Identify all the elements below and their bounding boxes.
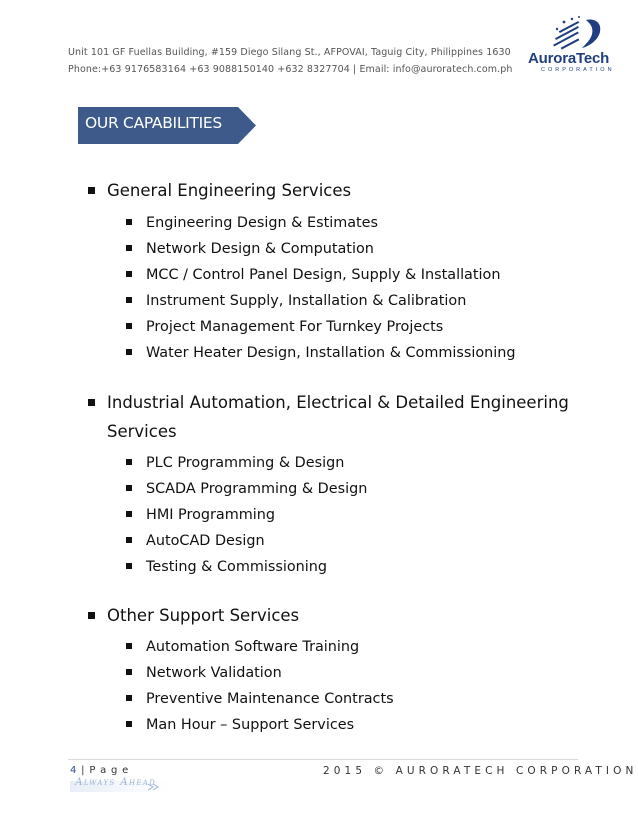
bullet-square-icon [126,485,132,491]
page-label: P a g e [89,765,130,776]
bullet-square-icon [126,643,132,649]
capabilities-title: OUR CAPABILITIES [85,114,222,132]
list-item-label: Instrument Supply, Installation & Calibration [146,293,467,309]
bullet-square-icon [126,297,132,303]
bullet-square-icon [126,349,132,355]
header-contact-block [68,44,513,78]
header-contact: Phone:+63 9176583164 +63 9088150140 +632 8327704 | Email: info@auroratech.com.ph [68,64,513,75]
section-title: General Engineering Services [107,181,352,200]
list-item-label: PLC Programming & Design [146,455,345,471]
list-item-label: Preventive Maintenance Contracts [146,691,394,707]
header-address: Unit 101 GF Fuellas Building, #159 Diego Silang St., AFPOVAI, Taguig City, Philippines 1630 [68,47,511,58]
list-item-label: Water Heater Design, Installation & Commissioning [146,345,516,361]
footer-page-number: 4 | P a g e [70,765,130,776]
list-item-label: SCADA Programming & Design [146,481,368,497]
list-item-label: Automation Software Training [146,639,360,655]
capabilities-banner [78,107,256,144]
list-item-label: MCC / Control Panel Design, Supply & Installation [146,267,501,283]
bullet-square-icon [88,399,95,406]
list-item-label: Network Validation [146,665,282,681]
bullet-square-icon [126,721,132,727]
bullet-square-icon [126,669,132,675]
bullet-square-icon [126,563,132,569]
bullet-square-icon [126,695,132,701]
list-item-label: AutoCAD Design [146,533,265,549]
list-item-label: HMI Programming [146,507,276,523]
footer-copyright: 2015 © AURORATECH CORPORATION [323,765,638,777]
bullet-square-icon [126,323,132,329]
footer-divider [68,759,578,760]
bullet-square-icon [126,459,132,465]
bullet-square-icon [126,537,132,543]
list-item-label: Engineering Design & Estimates [146,215,379,231]
bullet-square-icon [126,511,132,517]
section-title: Other Support Services [107,606,300,625]
list-item-label: Project Management For Turnkey Projects [146,319,444,335]
page-number: 4 [70,765,78,776]
bullet-square-icon [126,271,132,277]
bullet-square-icon [88,187,95,194]
list-item-label: Man Hour – Support Services [146,717,355,733]
bullet-square-icon [126,245,132,251]
bullet-square-icon [126,219,132,225]
logo-title: AuroraTech [528,50,610,67]
bullet-square-icon [88,612,95,619]
logo-subtitle: CORPORATION [541,67,615,73]
list-item-label: Network Design & Computation [146,241,374,257]
footer-tagline: Always Ahead [75,776,157,788]
list-item-label: Testing & Commissioning [146,559,328,575]
section-title: Industrial Automation, Electrical & Detailed Engineering [107,393,569,412]
section-title-continuation: Services [107,422,177,441]
